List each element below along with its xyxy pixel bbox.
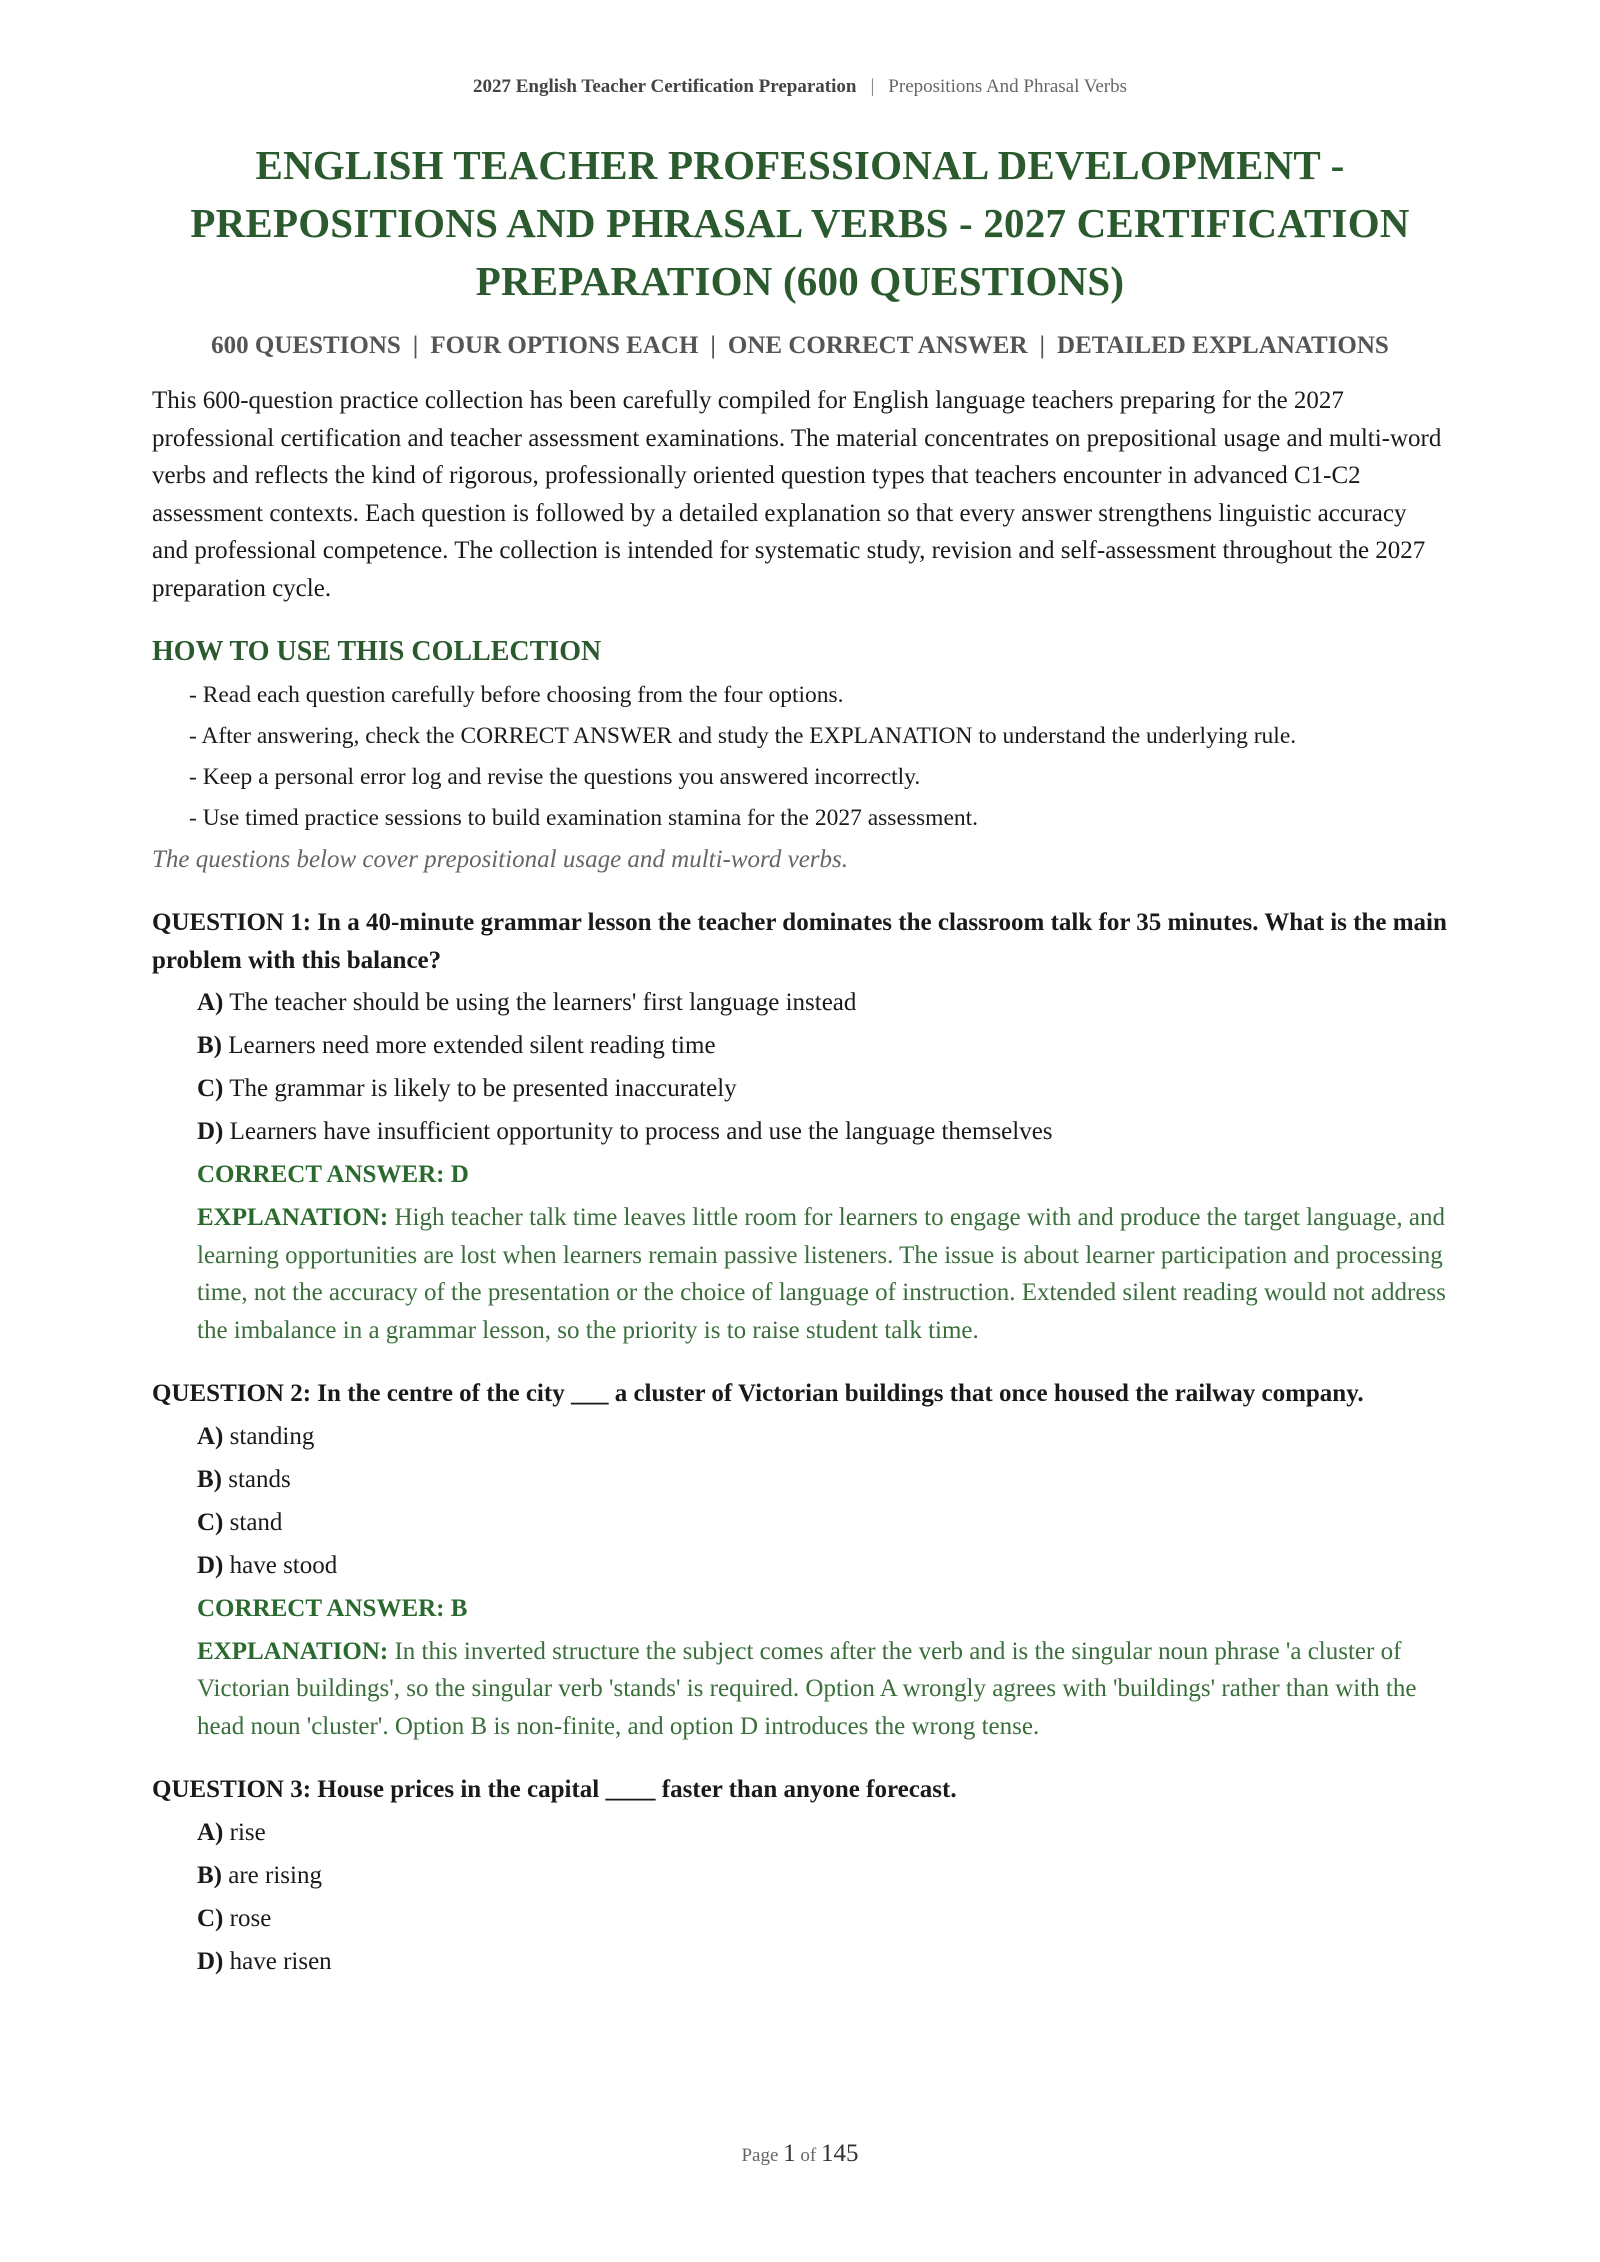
option-letter: D) xyxy=(197,1118,224,1145)
tagline xyxy=(152,332,1448,360)
option-d xyxy=(197,1944,1448,1980)
explanation-text: High teacher talk time leaves little room for learners to engage with and produce the target language, and learning opportunities are lost when learners remain passive listeners. The issue is about learner participation and processing time, not the accuracy of the presentation or the choice of language of instruction. Extended silent reading would not address the imbalance in a grammar lesson, so the priority is to raise student talk time. xyxy=(197,1204,1446,1344)
option-d xyxy=(197,1548,1448,1584)
how-to-heading: HOW TO USE THIS COLLECTION xyxy=(152,636,602,667)
running-header xyxy=(152,0,1448,98)
how-to-tip: - Use timed practice sessions to build examination stamina for the 2027 assessment. xyxy=(189,805,979,831)
tagline-separator: | xyxy=(710,332,716,359)
option-letter: A) xyxy=(197,1422,224,1450)
question-3 xyxy=(152,1771,1448,1980)
option-list xyxy=(152,1419,1448,1584)
option-c xyxy=(197,1505,1448,1541)
question-stem: QUESTION 2: In the centre of the city ___ a cluster of Victorian buildings that once housed the railway company. xyxy=(152,1380,1364,1407)
option-b xyxy=(197,1858,1448,1894)
explanation xyxy=(152,1633,1448,1746)
option-b xyxy=(197,1462,1448,1498)
option-a xyxy=(197,1815,1448,1851)
option-letter: D) xyxy=(197,1551,224,1579)
header-separator: | xyxy=(870,76,875,97)
how-to-tip: - Read each question carefully before choosing from the four options. xyxy=(189,682,844,708)
option-list xyxy=(152,985,1448,1150)
option-letter: B) xyxy=(197,1861,222,1889)
page-footer xyxy=(0,2140,1600,2168)
tagline-item: FOUR OPTIONS EACH xyxy=(430,332,699,359)
how-to-list xyxy=(152,678,1448,835)
option-letter: B) xyxy=(197,1032,222,1059)
explanation-label: EXPLANATION: xyxy=(197,1204,389,1231)
tagline-item: DETAILED EXPLANATIONS xyxy=(1057,332,1389,359)
correct-answer: CORRECT ANSWER: D xyxy=(197,1161,469,1188)
option-d xyxy=(197,1114,1448,1150)
option-text: are rising xyxy=(228,1861,322,1889)
question-1 xyxy=(152,904,1448,1349)
page-title: ENGLISH TEACHER PROFESSIONAL DEVELOPMENT - PREPOSITIONS AND PHRASAL VERBS - 2027 CERTIFICATION PREPARATION (600 QUESTIONS) xyxy=(190,142,1410,304)
option-c xyxy=(197,1901,1448,1937)
option-text: rise xyxy=(229,1818,266,1846)
option-letter: A) xyxy=(197,1818,224,1846)
option-text: Learners have insufficient opportunity to process and use the language themselves xyxy=(229,1118,1053,1145)
intro-paragraph: This 600-question practice collection has been carefully compiled for English language teachers preparing for the 2027 professional certification and teacher assessment examinations. The material concentrates on prepositional usage and multi-word verbs and reflects the kind of rigorous, professionally oriented question types that teachers encounter in advanced C1-C2 assessment contexts. Each question is followed by a detailed explanation so that every answer strengthens linguistic accuracy and professional competence. The collection is intended for systematic study, revision and self-assessment throughout the 2027 preparation cycle. xyxy=(152,387,1442,602)
how-to-tip: - Keep a personal error log and revise the questions you answered incorrectly. xyxy=(189,764,921,790)
tagline-separator: | xyxy=(1039,332,1046,359)
coverage-note: The questions below cover prepositional usage and multi-word verbs. xyxy=(152,846,849,873)
option-text: Learners need more extended silent reading time xyxy=(228,1032,716,1059)
option-letter: C) xyxy=(197,1075,224,1102)
tagline-item: 600 QUESTIONS xyxy=(211,332,401,359)
option-list xyxy=(152,1815,1448,1980)
header-section-title: Prepositions And Phrasal Verbs xyxy=(888,76,1128,97)
option-letter: A) xyxy=(197,989,224,1016)
option-text: The grammar is likely to be presented inaccurately xyxy=(229,1075,737,1102)
total-pages-number: 145 xyxy=(821,2140,859,2167)
current-page-number: 1 xyxy=(783,2140,796,2167)
option-letter: C) xyxy=(197,1904,224,1932)
how-to-tip: - After answering, check the CORRECT ANSWER and study the EXPLANATION to understand the underlying rule. xyxy=(189,723,1297,749)
explanation-label: EXPLANATION: xyxy=(197,1637,389,1665)
tagline-item: ONE CORRECT ANSWER xyxy=(727,332,1028,359)
correct-answer: CORRECT ANSWER: B xyxy=(197,1594,468,1622)
option-b xyxy=(197,1028,1448,1064)
option-text: stand xyxy=(229,1508,283,1536)
option-text: standing xyxy=(229,1422,315,1450)
question-stem: QUESTION 1: In a 40-minute grammar lesson the teacher dominates the classroom talk for 35 minutes. What is the main problem with this balance? xyxy=(152,909,1447,974)
option-a xyxy=(197,985,1448,1021)
option-letter: B) xyxy=(197,1465,222,1493)
option-letter: D) xyxy=(197,1947,224,1975)
option-letter: C) xyxy=(197,1508,224,1536)
tagline-separator: | xyxy=(412,332,419,359)
option-text: The teacher should be using the learners' first language instead xyxy=(229,989,857,1016)
option-text: have stood xyxy=(229,1551,338,1579)
option-text: rose xyxy=(229,1904,272,1932)
option-a xyxy=(197,1419,1448,1455)
question-stem: QUESTION 3: House prices in the capital ____ faster than anyone forecast. xyxy=(152,1776,957,1803)
option-text: have risen xyxy=(229,1947,332,1975)
option-c xyxy=(197,1071,1448,1107)
header-document-title: 2027 English Teacher Certification Preparation xyxy=(472,76,857,97)
page-of-label: of xyxy=(800,2145,817,2166)
page-label: Page xyxy=(741,2145,779,2166)
explanation-text: In this inverted structure the subject comes after the verb and is the singular noun phrase 'a cluster of Victorian buildings', so the singular verb 'stands' is required. Option A wrongly agrees with 'buildings' rather than with the head noun 'cluster'. Option B is non-finite, and option D introduces the wrong tense. xyxy=(197,1637,1417,1740)
question-2 xyxy=(152,1375,1448,1745)
explanation xyxy=(152,1199,1448,1349)
option-text: stands xyxy=(228,1465,291,1493)
